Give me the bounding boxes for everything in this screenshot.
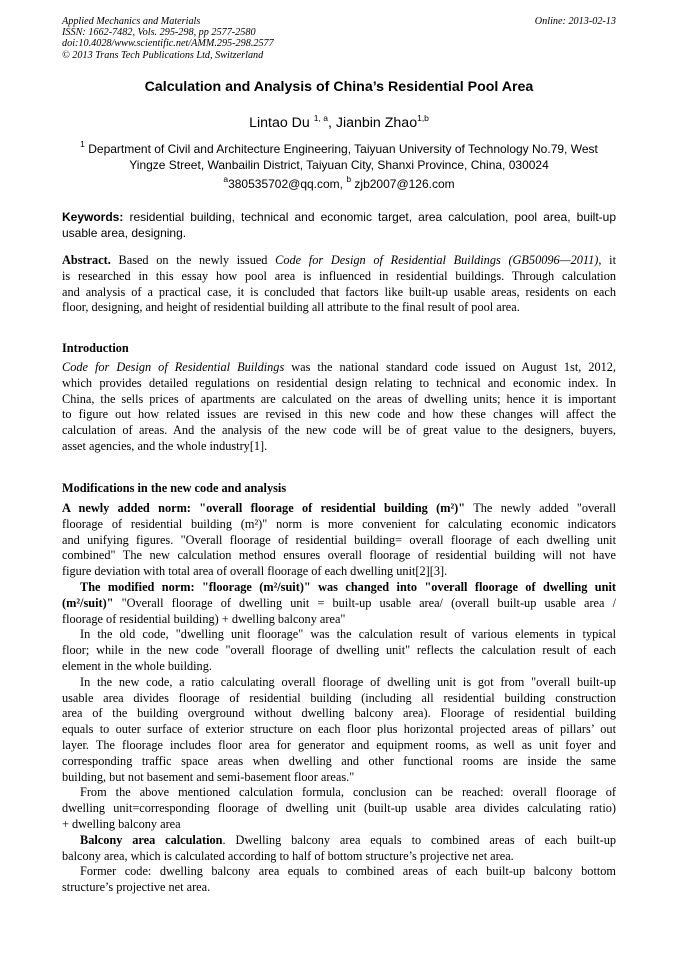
keywords bbox=[62, 210, 616, 242]
affiliation-text-1: Department of Civil and Architecture Engineering, Taiyuan University of Technology No.79, West bbox=[84, 142, 598, 156]
mod-p1-line-2: floorage of residential building (m²)" norm is more convenient for calculating economic indicators bbox=[62, 516, 616, 531]
keywords-line-1 bbox=[62, 210, 616, 226]
mod-p6-bold: Balcony area calculation bbox=[80, 832, 223, 847]
intro-line-5: calculation of areas. And the analysis of the new code will be of great value to the designers, buyers, bbox=[62, 423, 616, 438]
abstract-line-4: floor, designing, and height of residential building all attribute to the final result of pool area. bbox=[62, 300, 520, 315]
affiliation-marker: 1 bbox=[80, 139, 85, 149]
mod-p1-text-1: The newly added "overall bbox=[465, 501, 616, 515]
intro-text-1: was the national standard code issued on August 1st, 2012, bbox=[284, 360, 616, 374]
mod-p7-line-2: structure’s projective net area. bbox=[62, 880, 211, 895]
mod-p5-line-2: dwelling unit=corresponding floorage of dwelling unit (built-up usable area divides calculating ratio) bbox=[62, 801, 616, 816]
abstract-line-3: and analysis of a practical case, it is concluded that factors like built-up usable areas, residents on each bbox=[62, 284, 616, 299]
mod-p3-line-3: element in the whole building. bbox=[62, 658, 212, 673]
keywords-text-1: residential building, technical and economic target, area calculation, pool area, built-up bbox=[123, 210, 616, 224]
mod-p4-line-7: building, but not basement and semi-basement floor areas." bbox=[62, 769, 355, 784]
journal-header bbox=[62, 16, 616, 61]
keywords-line-2: usable area, designing. bbox=[62, 225, 187, 240]
abstract-text-1a: Based on the newly issued bbox=[110, 253, 276, 267]
mod-p1-line-4: combined" The new calculation method ensures overall floorage of residential building will not have bbox=[62, 548, 616, 563]
abstract bbox=[62, 253, 616, 316]
abstract-line-1 bbox=[62, 253, 616, 269]
mod-p4-line-4: equals to outer surface of exterior structure on each floor plus horizontal projected areas of pillars’ out bbox=[62, 722, 616, 737]
introduction-heading: Introduction bbox=[62, 341, 129, 355]
mod-p2-bold-2: (m²/suit)" bbox=[62, 595, 114, 610]
mod-p6-line-2: balcony area, which is calculated according to half of bottom structure’s projective net area. bbox=[62, 848, 514, 863]
mod-p6-line-1 bbox=[62, 833, 616, 849]
modifications-body bbox=[62, 501, 616, 896]
mod-p4-line-3: area of the building overground without dwelling balcony area). Floorage of residential building bbox=[62, 706, 616, 721]
author-2-affiliation-mark: 1,b bbox=[417, 113, 429, 123]
mod-p5-line-3: + dwelling balcony area bbox=[62, 816, 181, 831]
email-b-marker: b bbox=[346, 174, 352, 184]
intro-line-4: to figure out how related issues are revised in this new code and how these changes will affect the bbox=[62, 407, 616, 422]
mod-p1-bold: A newly added norm: "overall floorage of residential building (m²)" bbox=[62, 501, 466, 515]
paper-title: Calculation and Analysis of China’s Residential Pool Area bbox=[144, 79, 534, 95]
author-1: Lintao Du bbox=[249, 115, 314, 131]
mod-p2-text-2: "Overall floorage of dwelling unit = built-up usable area/ (overall built-up usable area / bbox=[113, 595, 616, 610]
intro-code-title: Code for Design of Residential Buildings bbox=[62, 360, 285, 374]
copyright-line: © 2013 Trans Tech Publications Ltd, Switzerland bbox=[62, 49, 264, 61]
doi-line: doi:10.4028/www.scientific.net/AMM.295-298.2577 bbox=[62, 38, 274, 50]
mod-p1-line-3: and unifying figures. "Overall floorage of residential building= overall floorage of each dwelling unit bbox=[62, 532, 616, 547]
intro-line-3: China, the sells prices of apartments are calculated on the areas of dwelling units; hence it is important bbox=[62, 391, 616, 406]
author-2: Jianbin Zhao bbox=[335, 115, 418, 131]
email-a: 380535702@qq.com, bbox=[228, 177, 347, 191]
mod-p7-line-1: Former code: dwelling balcony area equals to combined areas of each built-up balcony bottom bbox=[80, 864, 616, 879]
mod-p6-text-1: . Dwelling balcony area equals to combined areas of each built-up bbox=[222, 832, 617, 847]
mod-p3-line-1: In the old code, "dwelling unit floorage" was the calculation result of various elements in typical bbox=[80, 627, 616, 642]
author-line bbox=[62, 113, 616, 131]
intro-line-1 bbox=[62, 360, 616, 376]
modifications-heading: Modifications in the new code and analysis bbox=[62, 481, 287, 495]
mod-p4-line-5: layer. The floorage includes floor area for generator and equipment rooms, as well as unit foyer and bbox=[62, 737, 616, 752]
mod-p2-bold-1: The modified norm: "floorage (m²/suit)" was changed into "overall floorage of dwelling unit bbox=[80, 579, 616, 594]
keywords-label: Keywords: bbox=[62, 210, 124, 224]
affiliation bbox=[62, 137, 616, 173]
abstract-line-2: is researched in this essay how pool area is influenced in residential buildings. Through calculation bbox=[62, 268, 616, 283]
mod-p4-line-1: In the new code, a ratio calculating overall floorage of dwelling unit is got from "overall built-up bbox=[80, 674, 616, 689]
mod-p2-line-1 bbox=[62, 580, 616, 596]
mod-p2-line-3: floorage of residential building) + dwelling balcony area" bbox=[62, 611, 346, 626]
author-emails bbox=[62, 174, 616, 191]
mod-p4-line-2: usable area divides floorage of residential building (including all residential building construction bbox=[62, 690, 616, 705]
abstract-text-1b: , it bbox=[598, 253, 616, 267]
email-a-marker: a bbox=[223, 174, 229, 184]
intro-line-6: asset agencies, and the whole industry[1]. bbox=[62, 438, 268, 453]
mod-p4-line-6: corresponding traffic space areas when dwelling and other functional rooms are inside the same bbox=[62, 753, 616, 768]
issn-line: ISSN: 1662-7482, Vols. 295-298, pp 2577-2580 bbox=[62, 27, 256, 39]
introduction-body bbox=[62, 360, 616, 455]
mod-p2-line-2 bbox=[62, 596, 616, 612]
online-date: Online: 2013-02-13 bbox=[534, 16, 616, 27]
author-separator: , bbox=[327, 115, 336, 131]
mod-p1-line-1 bbox=[62, 501, 616, 517]
email-b: zjb2007@126.com bbox=[351, 177, 455, 191]
abstract-label: Abstract. bbox=[62, 253, 111, 267]
mod-p3-line-2: floor; while in the new code "overall floorage of dwelling unit" reflects the calculation result of each bbox=[62, 643, 616, 658]
affiliation-line-2: Yingze Street, Wanbailin District, Taiyuan City, Shanxi Province, China, 030024 bbox=[129, 157, 549, 172]
affiliation-line-1 bbox=[62, 137, 616, 158]
author-1-affiliation-mark: 1, a bbox=[313, 113, 328, 123]
intro-line-2: which provides detailed regulations on residential design relating to technical and economic index. In bbox=[62, 375, 616, 390]
mod-p5-line-1: From the above mentioned calculation formula, conclusion can be reached: overall floorage of bbox=[80, 785, 616, 800]
journal-name: Applied Mechanics and Materials bbox=[62, 16, 201, 27]
abstract-code-title: Code for Design of Residential Buildings (GB50096—2011) bbox=[275, 253, 599, 267]
mod-p1-line-5: figure deviation with total area of overall floorage of each dwelling unit[2][3]. bbox=[62, 564, 448, 579]
